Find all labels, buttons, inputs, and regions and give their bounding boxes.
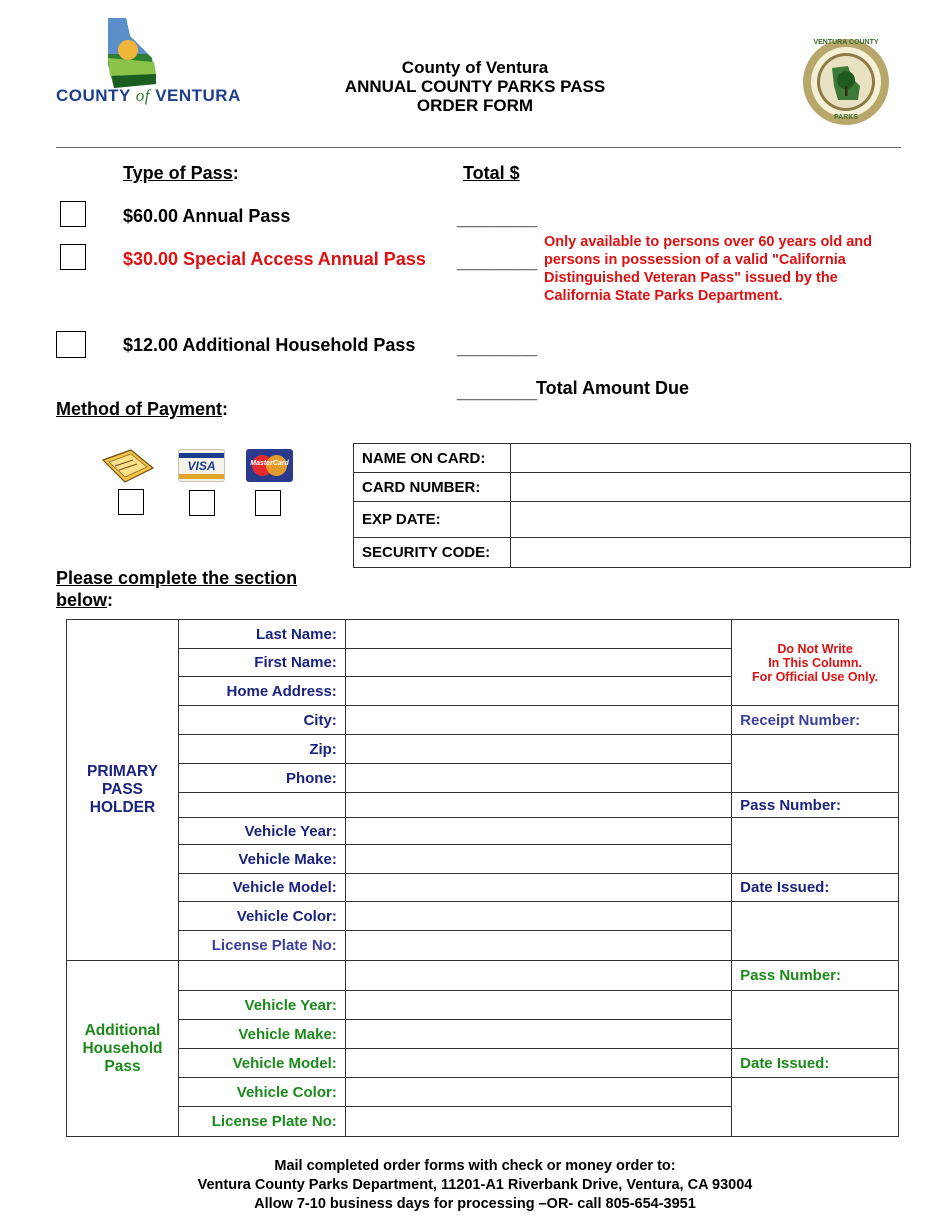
vehicle-year-label: Vehicle Year: bbox=[178, 818, 345, 845]
annual-pass-total-blank[interactable]: ________ bbox=[457, 209, 538, 229]
household-date-issued-field bbox=[732, 1078, 899, 1137]
first-name-input[interactable] bbox=[345, 649, 731, 677]
page-title bbox=[250, 58, 700, 115]
household-date-issued-label: Date Issued: bbox=[732, 1049, 899, 1078]
security-code-label: SECURITY CODE: bbox=[354, 538, 511, 568]
name-on-card-input[interactable] bbox=[511, 444, 911, 473]
parks-seal-icon bbox=[802, 38, 890, 126]
method-of-payment-heading: Method of Payment: bbox=[56, 399, 229, 419]
annual-pass-checkbox[interactable] bbox=[60, 201, 86, 227]
parks-seal bbox=[802, 38, 890, 126]
household-pass-number-field bbox=[732, 991, 899, 1049]
mastercard-icon: MasterCard bbox=[246, 449, 293, 482]
pay-by-mastercard-checkbox[interactable] bbox=[255, 490, 281, 516]
household-vehicle-color-label: Vehicle Color: bbox=[178, 1078, 345, 1107]
blank-label bbox=[178, 793, 345, 818]
check-icon bbox=[101, 448, 155, 489]
exp-date-label: EXP DATE: bbox=[354, 502, 511, 538]
card-row bbox=[354, 444, 911, 473]
home-address-label: Home Address: bbox=[178, 677, 345, 706]
footer-line-1: Mail completed order forms with check or money order to: bbox=[274, 1158, 676, 1174]
pay-by-check-checkbox[interactable] bbox=[118, 489, 144, 515]
zip-label: Zip: bbox=[178, 735, 345, 764]
special-access-note: Only available to persons over 60 years old and persons in possession of a valid "California Distinguished Veteran Pass" issued by the California State Parks Department. bbox=[544, 234, 872, 304]
household-license-plate-input[interactable] bbox=[345, 1107, 731, 1137]
special-access-pass-label: $30.00 Special Access Annual Pass bbox=[123, 249, 426, 269]
header-divider bbox=[56, 147, 901, 148]
license-plate-label: License Plate No: bbox=[178, 931, 345, 961]
seal-top-text: VENTURA COUNTY bbox=[813, 39, 879, 46]
card-number-label: CARD NUMBER: bbox=[354, 473, 511, 502]
household-vehicle-year-input[interactable] bbox=[345, 991, 731, 1020]
special-access-pass-checkbox[interactable] bbox=[60, 244, 86, 270]
security-code-input[interactable] bbox=[511, 538, 911, 568]
vehicle-model-input[interactable] bbox=[345, 874, 731, 902]
total-heading: Total $ bbox=[463, 163, 520, 183]
household-blank-input[interactable] bbox=[345, 961, 731, 991]
last-name-input[interactable] bbox=[345, 620, 731, 649]
household-pass-number-label: Pass Number: bbox=[732, 961, 899, 991]
household-vehicle-model-input[interactable] bbox=[345, 1049, 731, 1078]
primary-pass-holder-label: PRIMARY PASS HOLDER bbox=[67, 620, 179, 961]
household-license-plate-label: License Plate No: bbox=[178, 1107, 345, 1137]
receipt-number-field bbox=[732, 735, 899, 793]
vehicle-model-label: Vehicle Model: bbox=[178, 874, 345, 902]
logo-county-text: COUNTY bbox=[56, 86, 131, 105]
seal-bottom-text: PARKS bbox=[834, 114, 858, 121]
household-vehicle-model-label: Vehicle Model: bbox=[178, 1049, 345, 1078]
type-of-pass-heading: Type of Pass: bbox=[123, 163, 239, 183]
date-issued-label: Date Issued: bbox=[732, 874, 899, 902]
title-line-1: County of Ventura bbox=[401, 58, 549, 77]
annual-pass-label: $60.00 Annual Pass bbox=[123, 206, 291, 226]
city-label: City: bbox=[178, 706, 345, 735]
pass-number-field bbox=[732, 818, 899, 874]
household-vehicle-make-input[interactable] bbox=[345, 1020, 731, 1049]
household-vehicle-make-label: Vehicle Make: bbox=[178, 1020, 345, 1049]
complete-section-heading: Please complete the section below: bbox=[56, 568, 298, 610]
license-plate-input[interactable] bbox=[345, 931, 731, 961]
card-row bbox=[354, 502, 911, 538]
phone-input[interactable] bbox=[345, 764, 731, 793]
zip-input[interactable] bbox=[345, 735, 731, 764]
pay-by-visa-checkbox[interactable] bbox=[189, 490, 215, 516]
phone-label: Phone: bbox=[178, 764, 345, 793]
vehicle-make-input[interactable] bbox=[345, 845, 731, 874]
receipt-number-label: Receipt Number: bbox=[732, 706, 899, 735]
vehicle-make-label: Vehicle Make: bbox=[178, 845, 345, 874]
official-use-note: Do Not Write In This Column. For Official Use Only. bbox=[732, 620, 899, 706]
card-row bbox=[354, 473, 911, 502]
county-logo bbox=[56, 14, 241, 109]
logo-of-text: of bbox=[135, 86, 150, 105]
vehicle-year-input[interactable] bbox=[345, 818, 731, 845]
name-on-card-label: NAME ON CARD: bbox=[354, 444, 511, 473]
total-due-blank[interactable]: ________ bbox=[457, 382, 538, 402]
title-line-3: ORDER FORM bbox=[416, 96, 534, 115]
city-input[interactable] bbox=[345, 706, 731, 735]
blank-input[interactable] bbox=[345, 793, 731, 818]
vehicle-color-label: Vehicle Color: bbox=[178, 902, 345, 931]
household-pass-label: $12.00 Additional Household Pass bbox=[123, 335, 416, 355]
card-number-input[interactable] bbox=[511, 473, 911, 502]
first-name-label: First Name: bbox=[178, 649, 345, 677]
total-amount-due-label: Total Amount Due bbox=[536, 378, 689, 398]
card-row bbox=[354, 538, 911, 568]
vehicle-color-input[interactable] bbox=[345, 902, 731, 931]
home-address-input[interactable] bbox=[345, 677, 731, 706]
title-line-2: ANNUAL COUNTY PARKS PASS bbox=[344, 77, 606, 96]
household-blank-label bbox=[178, 961, 345, 991]
visa-card-icon: VISA bbox=[178, 449, 225, 482]
footer-mail-instructions bbox=[0, 1157, 950, 1214]
date-issued-field bbox=[732, 902, 899, 961]
footer-line-3: Allow 7-10 business days for processing –OR- call 805-654-3951 bbox=[254, 1196, 696, 1212]
county-logo-icon bbox=[56, 14, 216, 94]
household-pass-checkbox[interactable] bbox=[56, 331, 86, 358]
household-pass-total-blank[interactable]: ________ bbox=[457, 338, 538, 358]
pass-number-label: Pass Number: bbox=[732, 793, 899, 818]
additional-household-pass-label: Additional Household Pass bbox=[67, 961, 179, 1137]
card-info-table bbox=[353, 443, 911, 568]
logo-ventura-text: VENTURA bbox=[155, 86, 241, 105]
exp-date-input[interactable] bbox=[511, 502, 911, 538]
household-vehicle-year-label: Vehicle Year: bbox=[178, 991, 345, 1020]
last-name-label: Last Name: bbox=[178, 620, 345, 649]
special-access-pass-total-blank[interactable]: ________ bbox=[457, 252, 538, 272]
household-vehicle-color-input[interactable] bbox=[345, 1078, 731, 1107]
applicant-table bbox=[66, 619, 899, 1137]
footer-line-2: Ventura County Parks Department, 11201-A1 Riverbank Drive, Ventura, CA 93004 bbox=[197, 1177, 753, 1193]
